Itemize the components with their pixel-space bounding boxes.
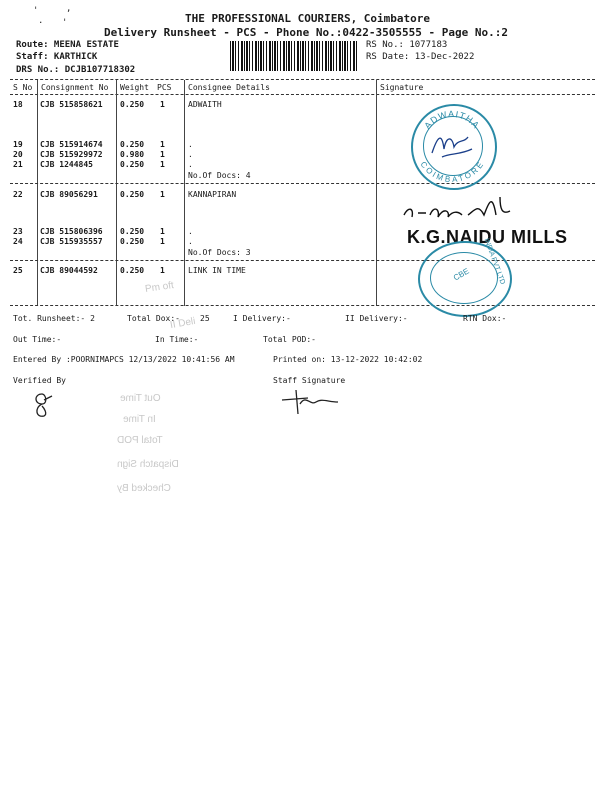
row-sno: 22 <box>13 190 23 199</box>
entered-by: Entered By :POORNIMAPCS 12/13/2022 10:41:56 AM <box>13 355 235 364</box>
barcode-image <box>230 41 358 71</box>
i-delivery: I Delivery:- <box>233 314 291 323</box>
row-sno: 24 <box>13 237 23 246</box>
kg-stamp-center: CBE <box>451 266 471 283</box>
col-consignment: Consignment No <box>41 83 109 92</box>
row-weight: 0.250 <box>120 100 145 109</box>
total-dox-value: 25 <box>200 314 210 323</box>
docs-count: No.Of Docs: 3 <box>188 248 251 257</box>
adwaitha-stamp-top: ADWAITHA <box>422 108 482 131</box>
col-weight: Weight <box>120 83 149 92</box>
row-pcs: 1 <box>160 140 165 149</box>
col-pcs: PCS <box>157 83 172 92</box>
adwaitha-stamp-bottom: COIMBATORE <box>418 159 486 185</box>
row-sno: 18 <box>13 100 23 109</box>
row-sno: 20 <box>13 150 23 159</box>
col-divider <box>184 80 185 306</box>
row-consignment: CJB 89044592 <box>40 266 98 275</box>
row-consignment: CJB 89056291 <box>40 190 98 199</box>
scan-speck: ' <box>33 6 39 16</box>
rs-number: RS No.: 1077183 <box>366 40 448 50</box>
bleed-through-text: Pm oft <box>144 280 175 295</box>
row-consignee: . <box>188 237 193 246</box>
row-consignee: LINK IN TIME <box>188 266 246 275</box>
route-label: Route: MEENA ESTATE <box>16 40 119 50</box>
row-consignment: CJB 515858621 <box>40 100 103 109</box>
table-header-rule <box>10 94 595 95</box>
bleed-through-text: II Deli <box>169 315 197 332</box>
table-top-rule <box>10 79 595 80</box>
verified-by: Verified By <box>13 376 66 385</box>
row-weight: 0.980 <box>120 150 145 159</box>
row-consignee: ADWAITH <box>188 100 222 109</box>
scan-speck: ' <box>62 18 68 28</box>
row-consignee: KANNAPIRAN <box>188 190 237 199</box>
total-pod: Total POD:- <box>263 335 316 344</box>
row-sno: 25 <box>13 266 23 275</box>
scan-speck: . <box>38 16 44 26</box>
scan-speck: , <box>66 4 72 14</box>
table-bottom-rule <box>10 305 595 306</box>
verifier-signature <box>30 388 54 422</box>
row-consignment: CJB 1244845 <box>40 160 93 169</box>
row-weight: 0.250 <box>120 160 145 169</box>
staff-label: Staff: KARTHICK <box>16 52 98 62</box>
row-consignment: CJB 515806396 <box>40 227 103 236</box>
row-consignee: . <box>188 227 193 236</box>
bleed-line: Out Time <box>120 393 161 404</box>
row-consignment: CJB 515929972 <box>40 150 103 159</box>
company-title: THE PROFESSIONAL COURIERS, Coimbatore <box>185 12 431 25</box>
rs-date: RS Date: 13-Dec-2022 <box>366 52 475 62</box>
row-sno: 21 <box>13 160 23 169</box>
col-sno: S No <box>13 83 33 92</box>
row-weight: 0.250 <box>120 227 145 236</box>
bleed-line: Total POD <box>117 435 163 446</box>
col-divider <box>376 80 377 306</box>
row-pcs: 1 <box>160 150 165 159</box>
bleed-line: Dispatch Sign <box>117 459 179 470</box>
row-weight: 0.250 <box>120 190 145 199</box>
adwaitha-signature <box>428 125 478 165</box>
kg-company-name: K.G.NAIDU MILLS <box>407 227 568 247</box>
row-pcs: 1 <box>160 266 165 275</box>
runsheet-subtitle: Delivery Runsheet - PCS - Phone No.:0422-3505555 - Page No.:2 <box>104 26 508 39</box>
row-consignee: . <box>188 150 193 159</box>
group-rule <box>10 260 595 261</box>
row-consignment: CJB 515914674 <box>40 140 103 149</box>
row-sno: 19 <box>13 140 23 149</box>
row-pcs: 1 <box>160 227 165 236</box>
total-dox-label: Total Dox:- <box>127 314 180 323</box>
col-consignee: Consignee Details <box>188 83 270 92</box>
row-weight: 0.250 <box>120 140 145 149</box>
ii-delivery: II Delivery:- <box>345 314 408 323</box>
out-time: Out Time:- <box>13 335 62 344</box>
col-divider <box>116 80 117 306</box>
row-weight: 0.250 <box>120 266 145 275</box>
printed-on: Printed on: 13-12-2022 10:42:02 <box>273 355 423 364</box>
in-time: In Time:- <box>155 335 199 344</box>
row-consignment: CJB 515935557 <box>40 237 103 246</box>
kg-signature <box>400 185 525 227</box>
row-pcs: 1 <box>160 190 165 199</box>
row-pcs: 1 <box>160 100 165 109</box>
row-consignee: . <box>188 160 193 169</box>
row-weight: 0.250 <box>120 237 145 246</box>
kg-stamp-ring: INDIA PVT LTD <box>482 237 506 286</box>
tot-runsheet: Tot. Runsheet:- 2 <box>13 314 95 323</box>
staff-signature <box>278 388 344 418</box>
drs-number: DRS No.: DCJB107718302 <box>16 65 136 75</box>
bleed-line: Checked By <box>117 483 171 494</box>
staff-signature-label: Staff Signature <box>273 376 346 385</box>
col-signature: Signature <box>380 83 424 92</box>
row-pcs: 1 <box>160 160 165 169</box>
row-consignee: . <box>188 140 193 149</box>
row-pcs: 1 <box>160 237 165 246</box>
col-divider <box>37 80 38 306</box>
group-rule <box>10 183 595 184</box>
docs-count: No.Of Docs: 4 <box>188 171 251 180</box>
bleed-line: In Time <box>123 414 156 425</box>
rtn-dox: RTN Dox:- <box>463 314 507 323</box>
row-sno: 23 <box>13 227 23 236</box>
